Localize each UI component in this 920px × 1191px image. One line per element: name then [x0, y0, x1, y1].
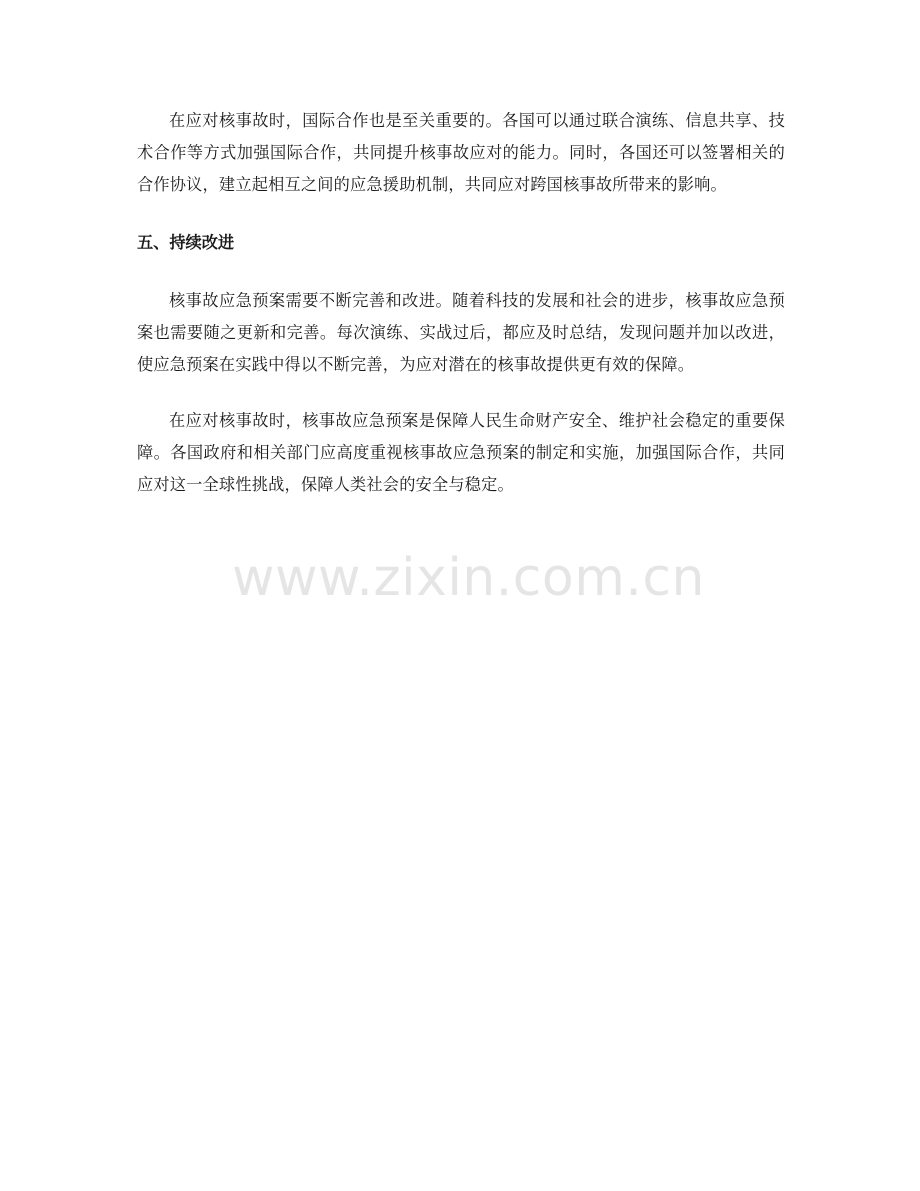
document-body [137, 105, 785, 501]
paragraph-international-cooperation: 在应对核事故时，国际合作也是至关重要的。各国可以通过联合演练、信息共享、技术合作等方式加强国际合作，共同提升核事故应对的能力。同时，各国还可以签署相关的合作协议，建立起相互之间的应急援助机制，共同应对跨国核事故所带来的影响。 [137, 111, 785, 194]
watermark-text: www.zixin.com.cn [232, 548, 705, 608]
paragraph-continuous-improvement: 核事故应急预案需要不断完善和改进。随着科技的发展和社会的进步，核事故应急预案也需要随之更新和完善。每次演练、实战过后，都应及时总结，发现问题并加以改进，使应急预案在实践中得以不断完善，为应对潜在的核事故提供更有效的保障。 [137, 291, 785, 374]
paragraph-conclusion: 在应对核事故时，核事故应急预案是保障人民生命财产安全、维护社会稳定的重要保障。各国政府和相关部门应高度重视核事故应急预案的制定和实施，加强国际合作，共同应对这一全球性挑战，保障人类社会的安全与稳定。 [137, 411, 785, 494]
section-title: 五、持续改进 [137, 233, 235, 252]
